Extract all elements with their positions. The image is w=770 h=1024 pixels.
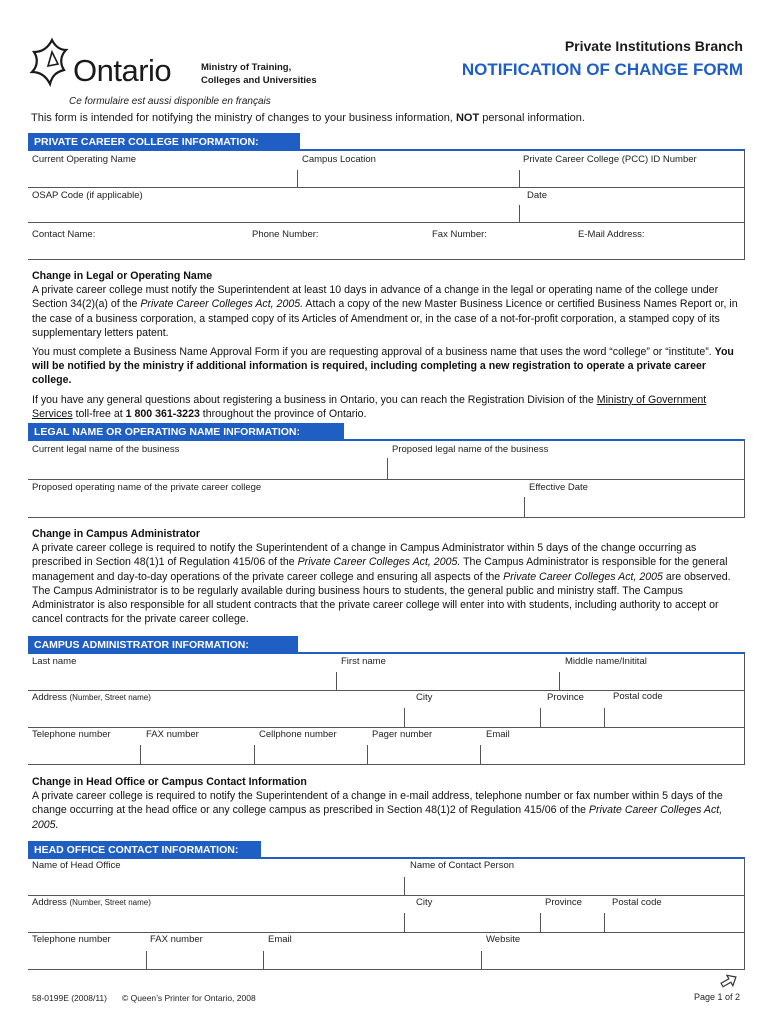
postal-code-label: Postal code bbox=[613, 691, 663, 702]
ministry-government-services-link[interactable]: Ministry of Government Services bbox=[32, 393, 707, 420]
head-address-field[interactable] bbox=[28, 896, 745, 932]
form-number: 58-0199E (2008/11) bbox=[32, 993, 107, 1003]
head-office-name-label: Name of Head Office bbox=[32, 860, 121, 871]
field-divider bbox=[744, 188, 745, 222]
field-divider bbox=[519, 205, 520, 222]
province-label: Province bbox=[547, 692, 584, 703]
proposed-legal-name-label: Proposed legal name of the business bbox=[392, 444, 549, 455]
head-telephone-field[interactable] bbox=[28, 933, 745, 969]
campus-location-label: Campus Location bbox=[302, 154, 376, 165]
field-divider bbox=[263, 951, 264, 969]
field-divider bbox=[559, 672, 560, 690]
field-divider bbox=[524, 497, 525, 517]
city-label: City bbox=[416, 692, 433, 703]
pcc-id-label: Private Career College (PCC) ID Number bbox=[523, 154, 697, 165]
head-email-label: Email bbox=[268, 934, 292, 945]
contact-info-field[interactable] bbox=[28, 223, 745, 259]
field-divider bbox=[604, 708, 605, 727]
field-divider bbox=[336, 672, 337, 690]
field-divider bbox=[140, 745, 141, 764]
campus-admin-section-header: CAMPUS ADMINISTRATOR INFORMATION: bbox=[28, 636, 298, 654]
head-office-change-heading: Change in Head Office or Campus Contact Information bbox=[32, 776, 307, 788]
field-divider bbox=[540, 913, 541, 932]
row-line bbox=[28, 517, 745, 518]
fax-number-label: Fax Number: bbox=[432, 229, 487, 240]
field-divider bbox=[744, 933, 745, 969]
middle-name-label: Middle name/Initital bbox=[565, 656, 647, 667]
field-divider bbox=[604, 913, 605, 932]
field-divider bbox=[744, 896, 745, 932]
field-divider bbox=[481, 951, 482, 969]
field-divider bbox=[744, 150, 745, 187]
effective-date-label: Effective Date bbox=[529, 482, 588, 493]
head-postal-code-label: Postal code bbox=[612, 897, 662, 908]
proposed-operating-name-field[interactable] bbox=[28, 480, 745, 517]
page-number: Page 1 of 2 bbox=[693, 992, 740, 1002]
field-divider bbox=[146, 951, 147, 969]
field-divider bbox=[744, 858, 745, 895]
head-office-change-text: Change in Head Office or Campus Contact Information A private career college is required to notify the Superintendent of a change in e-mail address, telephone number or fax number within 5 days of the change occurring at the head office or any college campus as prescribed in Section 48(1)2 of Regulation 415/06 of the Private Career Colleges Act, 2005. bbox=[32, 775, 744, 832]
field-divider bbox=[297, 170, 298, 187]
french-note: Ce formulaire est aussi disponible en français bbox=[69, 96, 271, 107]
head-office-name-field[interactable] bbox=[28, 859, 745, 895]
legal-change-heading: Change in Legal or Operating Name bbox=[32, 270, 213, 282]
field-divider bbox=[404, 877, 405, 895]
last-name-field[interactable] bbox=[28, 654, 745, 690]
next-page-arrow-icon bbox=[718, 971, 740, 991]
head-province-label: Province bbox=[545, 897, 582, 908]
ministry-name: Ministry of Training, Colleges and Universities bbox=[201, 62, 317, 86]
field-divider bbox=[744, 691, 745, 727]
admin-change-heading: Change in Campus Administrator bbox=[32, 528, 200, 540]
first-name-label: First name bbox=[341, 656, 386, 667]
osap-code-label: OSAP Code (if applicable) bbox=[32, 190, 143, 201]
head-website-label: Website bbox=[486, 934, 521, 945]
proposed-operating-name-label: Proposed operating name of the private career college bbox=[32, 482, 262, 493]
ontario-logo bbox=[26, 36, 176, 92]
current-operating-name-field[interactable] bbox=[28, 152, 745, 186]
contact-name-label: Contact Name: bbox=[32, 229, 96, 240]
field-divider bbox=[404, 708, 405, 727]
fax-label: FAX number bbox=[146, 729, 199, 740]
head-address-label: Address (Number, Street name) bbox=[32, 897, 151, 908]
email-label: Email bbox=[486, 729, 510, 740]
next-page-icon[interactable] bbox=[718, 971, 740, 991]
field-divider bbox=[367, 745, 368, 764]
field-divider bbox=[387, 458, 388, 479]
last-name-label: Last name bbox=[32, 656, 77, 667]
row-line bbox=[28, 969, 745, 970]
branch-name: Private Institutions Branch bbox=[564, 38, 743, 54]
form-title: NOTIFICATION OF CHANGE FORM bbox=[461, 60, 743, 79]
field-divider bbox=[480, 745, 481, 764]
legal-name-section-header: LEGAL NAME OR OPERATING NAME INFORMATION: bbox=[28, 423, 344, 441]
copyright: © Queen’s Printer for Ontario, 2008 bbox=[122, 993, 256, 1003]
section-divider bbox=[28, 149, 745, 151]
head-telephone-label: Telephone number bbox=[32, 934, 111, 945]
head-office-section-header: HEAD OFFICE CONTACT INFORMATION: bbox=[28, 841, 261, 859]
email-address-label: E-Mail Address: bbox=[578, 229, 645, 240]
pcc-section-header: PRIVATE CAREER COLLEGE INFORMATION: bbox=[28, 133, 300, 151]
field-divider bbox=[519, 170, 520, 187]
intro-text: This form is intended for notifying the ministry of changes to your business information, NOT personal information. bbox=[31, 112, 585, 124]
telephone-label: Telephone number bbox=[32, 729, 111, 740]
field-divider bbox=[404, 913, 405, 932]
date-label: Date bbox=[527, 190, 548, 201]
osap-code-field[interactable] bbox=[28, 188, 745, 222]
field-divider bbox=[744, 653, 745, 690]
legal-change-text: Change in Legal or Operating Name A private career college must notify the Superintendent at least 10 days in advance of a change in the legal or operating name of the college under Section 34(2)(a) of the Private Career Colleges Act, 2005. Attach a copy of the new Master Business Licence or certified Business Names Report or, in the case of a business corporation, a stamped copy of its Articles of Amendment or, in the case of a not-for-profit corporation, a stamped copy of its supplementary letters patent. You must complete a Business Name Approval Form if you are requesting approval of a business name that uses the word “college” or “institute”. You will be notified by the ministry if additional information is required, including completing a new registration to operate a private career college. If you have any general questions about registering a business in Ontario, you can reach the Registration Division of the Ministry of Government Services toll-free at 1 800 361-3223 throughout the province of Ontario. bbox=[32, 269, 744, 421]
field-divider bbox=[540, 708, 541, 727]
current-legal-name-label: Current legal name of the business bbox=[32, 444, 180, 455]
trillium-icon bbox=[26, 36, 78, 88]
telephone-field[interactable] bbox=[28, 728, 745, 764]
current-operating-name-label: Current Operating Name bbox=[32, 154, 137, 165]
cellphone-label: Cellphone number bbox=[259, 729, 337, 740]
row-line bbox=[28, 259, 745, 260]
address-label: Address (Number, Street name) bbox=[32, 692, 151, 703]
head-fax-label: FAX number bbox=[150, 934, 203, 945]
field-divider bbox=[744, 480, 745, 517]
phone-number-label: Phone Number: bbox=[252, 229, 319, 240]
logo-wordmark: Ontario bbox=[73, 53, 172, 88]
address-field[interactable] bbox=[28, 691, 745, 727]
contact-person-label: Name of Contact Person bbox=[410, 860, 515, 871]
field-divider bbox=[744, 440, 745, 479]
row-line bbox=[28, 764, 745, 765]
field-divider bbox=[744, 728, 745, 764]
pager-label: Pager number bbox=[372, 729, 433, 740]
field-divider bbox=[254, 745, 255, 764]
head-city-label: City bbox=[416, 897, 433, 908]
field-divider bbox=[744, 223, 745, 259]
admin-change-text: Change in Campus Administrator A private career college is required to notify the Superintendent of a change in Campus Administrator within 5 days of the change occurring as prescribed in Section 48(1)1 of Regulation 415/06 of the Private Career Colleges Act, 2005. The Campus Administrator is responsible for the general management and day-to-day operations of the private career college and ensuring all aspects of the Private Career Colleges Act, 2005 are observed. The Campus Administrator is to be regularly available during business hours to students, the general public and ministry staff. The Campus Administrator is also responsible for all student contracts that the private career college will enter into with students, including authority to accept or cancel contracts for the private career college. bbox=[32, 527, 744, 626]
